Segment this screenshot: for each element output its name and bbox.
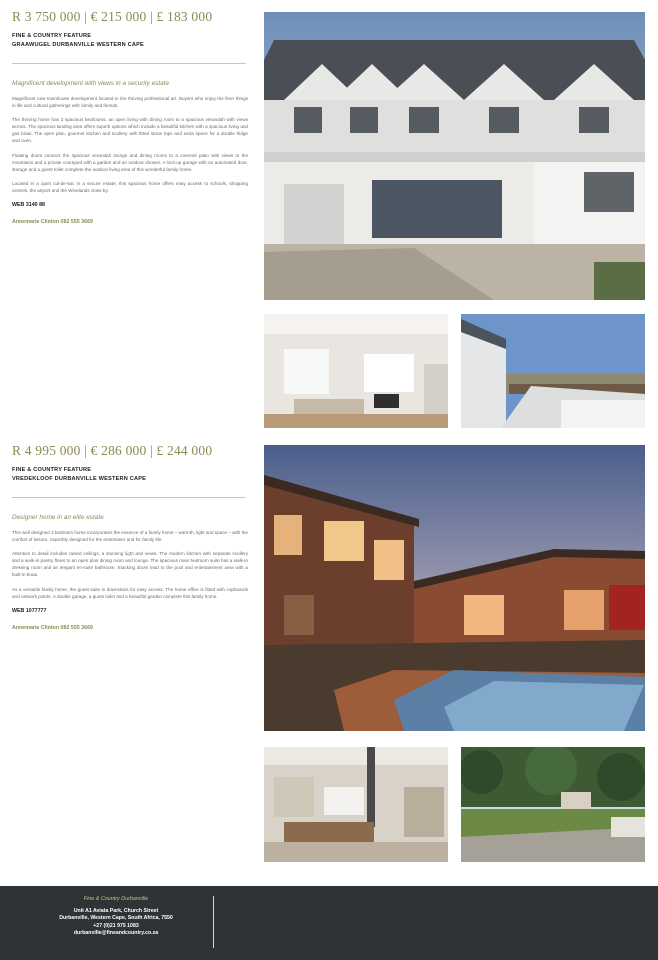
listing-1	[0, 0, 658, 438]
office-name: Fine & Country Durbanville	[83, 896, 149, 902]
divider	[12, 497, 246, 498]
listing-category: FINE & COUNTRY FEATURE	[12, 33, 92, 39]
living-room-photo	[264, 314, 448, 428]
office-address-line: Durbanville, Western Cape, South Africa, 7550	[59, 915, 173, 922]
listing-paragraph: As a versatile family home, the guest suite is downstairs for easy access. The home office is fitted with cupboards and network points. A double garage, a guest toilet and a beautiful garden complete this family home.	[12, 586, 248, 599]
kitchen-photo	[264, 747, 448, 862]
office-contact-block	[22, 896, 210, 937]
listing-paragraph: Attention to detail includes raised ceilings, a stunning light and views. The modern kitchen with separate scullery and a walk-in pantry flows to an open plan dining room and lounge. The spacious main bedroom suite has a walk-in dressing room and an elegant en-suite bathroom. Stacking doors lead to the pool and entertainment area with a built-in braai.	[12, 551, 248, 578]
listing-2-text	[12, 443, 248, 631]
listing-location: VREDEKLOOF DURBANVILLE WESTERN CAPE	[12, 476, 147, 482]
listing-reference: WEB 3140 88	[12, 202, 45, 209]
office-address-line: Unit A1 Aviata Park, Church Street	[73, 908, 159, 914]
listing-1-text	[12, 9, 248, 225]
office-email[interactable]: durbanville@fineandcountry.co.za	[73, 929, 159, 936]
listing-reference: WEB 1077777	[12, 607, 47, 614]
listing-paragraph: Magnificent new townhouse development located in the thriving professional art. Buyers who enjoy the finer things in life and cultural gatherings with family and friends.	[12, 96, 248, 109]
listing-price: R 3 750 000 | € 215 000 | £ 183 000	[12, 9, 213, 24]
listing-location: GRAAWUGEL DURBANVILLE WESTERN CAPE	[12, 42, 144, 48]
townhouse-exterior-photo	[264, 12, 645, 300]
listing-paragraph: The thriving home has 3 spacious bedrooms, an open living with dining room to a spacious verandah with views across. The spacious landing area offers superb options which include a beautiful kitchen with a spacious living and gas braai. The open plan, gourmet kitchen and scullery with fitted stone tops and extra space for a double fridge and oven.	[12, 117, 248, 144]
office-phone: +27 (0)21 975 1083	[93, 922, 139, 929]
balcony-view-photo	[461, 314, 645, 428]
listing-heading: Designer home in an elite estate	[12, 514, 104, 521]
listing-agent: Annemarie Clinton 082 555 3669	[12, 624, 93, 631]
divider	[12, 63, 246, 64]
listing-paragraph: Floating doors connect the spacious verandah lounge and dining rooms to a covered patio with views to the mountains and a private courtyard with a garden and an outdoor shower. A lock-up garage with an automated door, storage and a guest toilet complete the outdoor living area of this wonderful family home.	[12, 152, 248, 172]
listing-paragraph: This well designed 4 bedroom home incorporates the essence of a family home – warmth, light and space – with the comfort of leisure. Superbly designed for the entertainer and for family life.	[12, 530, 248, 543]
listing-heading: Magnificent development with views in a security estate	[12, 80, 170, 87]
listing-category: FINE & COUNTRY FEATURE	[12, 467, 92, 473]
listing-price: R 4 995 000 | € 286 000 | £ 244 000	[12, 443, 213, 458]
footer-divider	[213, 896, 214, 948]
footer	[0, 886, 658, 960]
listing-2	[0, 438, 658, 870]
listing-agent: Annemarie Clinton 082 555 3669	[12, 219, 93, 226]
garden-photo	[461, 747, 645, 862]
listing-paragraph: Located in a quiet cul-de-sac in a secure estate, this spacious home offers easy access to schools, shopping centres, the airport and the Winelands close by.	[12, 180, 248, 193]
house-with-pool-photo	[264, 445, 645, 731]
